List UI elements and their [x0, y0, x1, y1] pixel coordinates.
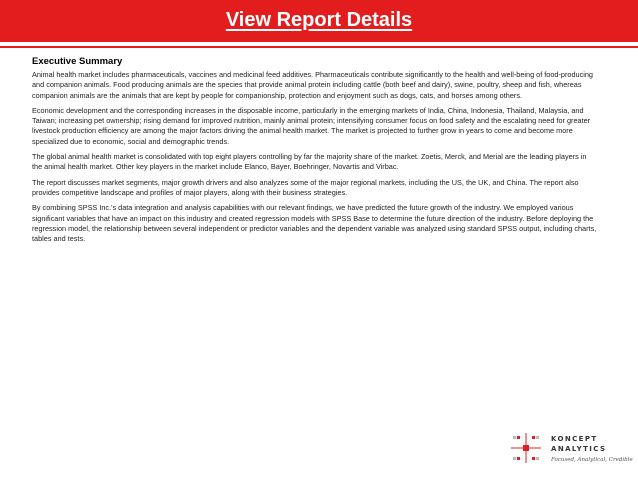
- executive-summary-section: [32, 54, 598, 249]
- logo-name-line1: KONCEPT: [551, 435, 598, 443]
- paragraph-report-scope: The report discusses market segments, major growth drivers and also analyzes some of the major regional markets, including the US, the UK, and China. The report also provides competitive landscape and profiles of major players, along with their business strategies.: [32, 177, 579, 197]
- logo-name-line2: ANALYTICS: [551, 445, 607, 453]
- header-divider: [0, 46, 638, 48]
- view-report-details-link[interactable]: View Report Details: [225, 9, 413, 31]
- section-heading: Executive Summary: [32, 56, 123, 67]
- logo-tagline: Focused, Analytical, Credible: [551, 457, 633, 463]
- koncept-analytics-logo: [509, 430, 633, 474]
- paragraph-market-players: The global animal health market is consolidated with top eight players controlling by far the majority share of the market. Zoetis, Merck, and Merial are the leading players in the animal health market. Other key players in the market include Elanco, Bayer, Boehringer, Novartis and Virbac.: [32, 152, 587, 172]
- paragraph-animal-health-market: Animal health market includes pharmaceuticals, vaccines and medicinal feed additives. Pharmaceuticals contribute significantly to the health and well-being of food-producing and companion animals. Food producing animals are the species that provide animal protein including cattle (both beef and dairy), swine, poultry, sheep and fish, whereas companion animals are the animals that are kept by people for companionship, protection and enjoyment such as dogs, cats, and horses among others.: [32, 70, 593, 100]
- crosshair-logo-icon: [509, 430, 543, 466]
- paragraph-economic-development: Economic development and the corresponding increases in the disposable income, particularly in the emerging markets of India, China, Indonesia, Thailand, Malaysia, and Taiwan; increasing pet ownership; rising demand for improved nutrition, mainly animal protein; intensifying consumer focus on food safety and the escalating need for greater livestock production efficiency are among the major factors driving the animal health market. The market is projected to further grow in years to come and become more specialized due to economic, social and demographic trends.: [32, 105, 591, 146]
- paragraph-methodology: By combining SPSS Inc.'s data integration and analysis capabilities with our relevant findings, we have predicted the future growth of the industry. We employed various significant variables that have an impact on this industry and created regression models with SPSS Base to determine the future direction of the industry. Before deploying the regression model, the relationship between several independent or predictor variables and the dependent variable was analyzed using standard SPSS output, including charts, tables and tests.: [32, 203, 597, 244]
